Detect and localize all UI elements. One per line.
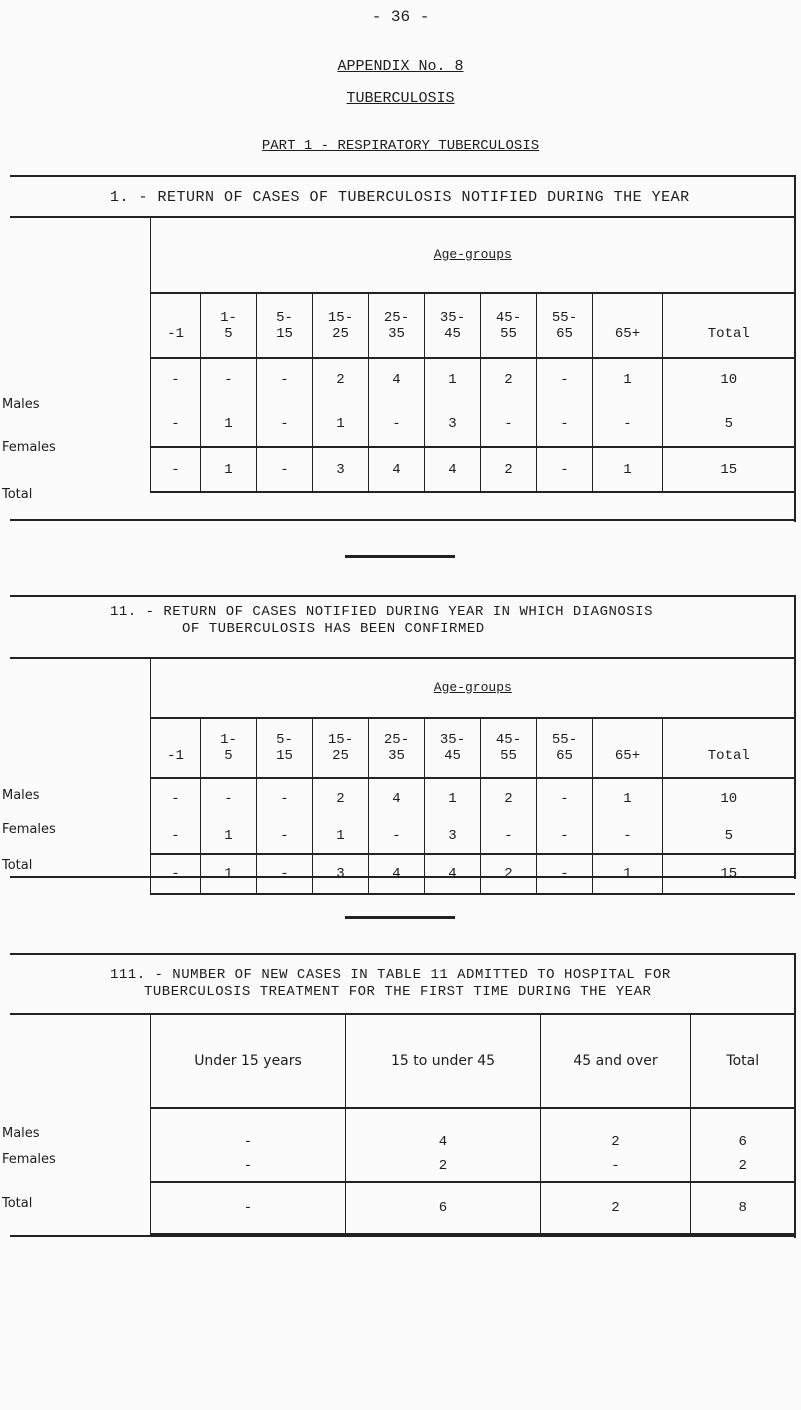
table-cell: - [151,778,201,818]
table1-age-groups-header [151,217,795,293]
table-cell: 5 [663,818,795,854]
table-cell: 3 [425,818,481,854]
table-cell: 2 [481,854,537,894]
table-cell: 3 [313,447,369,492]
table2-row-label-total: Total [2,858,33,873]
table-cell: - [151,1182,346,1234]
table-cell: 1 [425,358,481,401]
table-cell: 10 [663,778,795,818]
table-cell: - [481,818,537,854]
table1-grid [150,217,795,493]
table-cell: 5 [663,401,795,447]
table-cell: - [151,401,201,447]
table-cell: - [593,401,663,447]
table-cell: - [151,447,201,492]
subject-title-text: TUBERCULOSIS [346,90,455,107]
age-header: 35- 45 [425,718,481,778]
table-cell: - [537,818,593,854]
table2-grid [150,658,795,895]
table-cell: - [257,358,313,401]
appendix-title-text: APPENDIX No. 8 [337,58,464,75]
table-cell: 3 [425,401,481,447]
table-cell: 1 [593,447,663,492]
age-header: 55- 65 [537,293,593,358]
table-cell: - [257,778,313,818]
table-cell: 15 [663,447,795,492]
table2-row-label-males: Males [2,788,40,803]
table-cell: - [257,447,313,492]
table2-title-line2: OF TUBERCULOSIS HAS BEEN CONFIRMED [182,621,485,637]
age-header: 65+ [593,718,663,778]
table3-header-45-and-over: 45 and over [541,1014,691,1108]
age-header: 45- 55 [481,718,537,778]
table3-grid [150,1014,795,1235]
table-cell: 2 [481,447,537,492]
appendix-title [0,58,801,75]
age-header: 65+ [593,293,663,358]
age-header: Total [663,293,795,358]
age-header: 25- 35 [369,293,425,358]
table-cell: 4 [369,778,425,818]
table-cell: - [369,401,425,447]
table-cell: 1 [593,778,663,818]
table-cell: 4 [425,447,481,492]
table3-header-under-15: Under 15 years [151,1014,346,1108]
table-cell: - [537,447,593,492]
table-cell: 1 [593,854,663,894]
table1-row-label-total: Total [2,487,33,502]
table-cell: 2 [313,778,369,818]
table-cell: - [151,854,201,894]
table3-row-label-males: Males [2,1126,40,1141]
age-header: 1- 5 [201,718,257,778]
table-cell: 4 [369,447,425,492]
table-cell: 1 [201,854,257,894]
table-cell: 2 [313,358,369,401]
table-cell: 6 [346,1182,541,1234]
table-cell: 4 [369,358,425,401]
table-cell: 4 [346,1108,541,1150]
table3-title-line1: 111. - NUMBER OF NEW CASES IN TABLE 11 ADMITTED TO HOSPITAL FOR [110,967,671,983]
table2-title-line1: 11. - RETURN OF CASES NOTIFIED DURING YEAR IN WHICH DIAGNOSIS [110,604,653,620]
table-cell: 2 [541,1108,691,1150]
age-groups-label: Age-groups [433,246,512,262]
age-header: 45- 55 [481,293,537,358]
age-header: 1- 5 [201,293,257,358]
table-cell: 10 [663,358,795,401]
table2-title [110,604,653,638]
table2-row-label-females: Females [2,822,56,837]
table-cell: 1 [313,401,369,447]
table-cell: 2 [481,778,537,818]
table-cell: 1 [313,818,369,854]
table-cell: 15 [663,854,795,894]
table-cell: 2 [481,358,537,401]
table-cell: 8 [691,1182,795,1234]
table2-bottom-rule [10,876,794,878]
table3-title [110,967,671,1001]
age-header: 15- 25 [313,293,369,358]
age-groups-label: Age-groups [433,679,512,695]
table-cell: - [537,358,593,401]
table-cell: - [369,818,425,854]
age-header: 35- 45 [425,293,481,358]
table-cell: 4 [369,854,425,894]
page-number: - 36 - [371,8,430,26]
table-cell: 3 [313,854,369,894]
table1-row-label-males: Males [2,397,40,412]
table-cell: - [151,1108,346,1150]
age-header: Total [663,718,795,778]
table-cell: - [201,358,257,401]
table3-bottom-rule [10,1235,794,1237]
table-cell: 1 [201,447,257,492]
age-header: 15- 25 [313,718,369,778]
age-header: -1 [151,293,201,358]
table-cell: 2 [691,1150,795,1182]
table-cell: - [537,401,593,447]
table-cell: 2 [541,1182,691,1234]
table-cell: 1 [201,401,257,447]
table3-row-label-females: Females [2,1152,56,1167]
part-title-text: PART 1 - RESPIRATORY TUBERCULOSIS [261,138,540,154]
table-cell: - [151,1150,346,1182]
section-separator [345,916,455,919]
table-cell: 4 [425,854,481,894]
table-cell: - [541,1150,691,1182]
table3-header-15-to-45: 15 to under 45 [346,1014,541,1108]
table3-title-line2: TUBERCULOSIS TREATMENT FOR THE FIRST TIME DURING THE YEAR [144,984,652,1000]
table-cell: - [537,854,593,894]
table-cell: - [257,818,313,854]
table-cell: - [257,401,313,447]
table1-title: 1. - RETURN OF CASES OF TUBERCULOSIS NOTIFIED DURING THE YEAR [110,189,690,206]
section-separator [345,555,455,558]
table-cell: - [257,854,313,894]
table3-row-label-total: Total [2,1196,33,1211]
part-title [0,138,801,154]
table1-row-label-females: Females [2,440,56,455]
table-cell: 1 [593,358,663,401]
table-cell: - [593,818,663,854]
table-cell: - [151,358,201,401]
table-cell: - [201,778,257,818]
age-header: 5- 15 [257,293,313,358]
subject-title [0,90,801,107]
age-header: -1 [151,718,201,778]
age-header: 55- 65 [537,718,593,778]
table1-bottom-rule [10,519,794,521]
age-header: 5- 15 [257,718,313,778]
table-cell: - [537,778,593,818]
table-cell: - [481,401,537,447]
table-cell: 1 [201,818,257,854]
age-header: 25- 35 [369,718,425,778]
table2-age-groups-header [151,658,795,718]
table-cell: - [151,818,201,854]
table-cell: 2 [346,1150,541,1182]
table-cell: 1 [425,778,481,818]
table-cell: 6 [691,1108,795,1150]
table3-header-total: Total [691,1014,795,1108]
